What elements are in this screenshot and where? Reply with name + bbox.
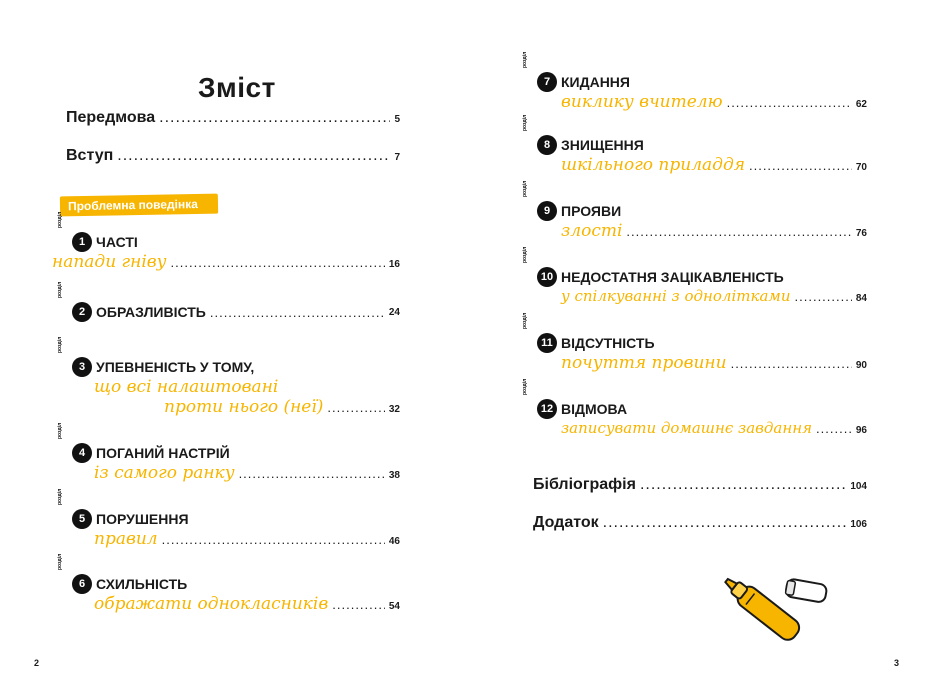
leader-dots bbox=[117, 147, 390, 165]
toc-chapter-1[interactable] bbox=[52, 211, 400, 272]
chapter-title: ВІДСУТНІСТЬ bbox=[561, 335, 655, 351]
entry-page: 7 bbox=[394, 152, 400, 163]
chapter-title: СХИЛЬНІСТЬ bbox=[96, 576, 188, 592]
entry-page: 90 bbox=[855, 360, 867, 371]
entry-page: 24 bbox=[388, 306, 400, 318]
leader-dots bbox=[159, 109, 390, 127]
chapter-title: ЗНИЩЕННЯ bbox=[561, 137, 644, 153]
entry-page: 5 bbox=[394, 114, 400, 125]
chapter-subtitle: проти нього (неї) bbox=[164, 397, 324, 417]
chapter-subtitle: правил bbox=[94, 529, 158, 549]
entry-label: Вступ bbox=[66, 147, 114, 164]
entry-page: 76 bbox=[855, 228, 867, 239]
entry-page: 62 bbox=[855, 99, 867, 110]
chapter-subtitle: шкільного приладдя bbox=[561, 155, 745, 175]
entry-page: 46 bbox=[388, 536, 400, 547]
chapter-title: ЧАСТІ bbox=[96, 234, 138, 250]
chapter-title: ОБРАЗЛИВІСТЬ bbox=[96, 304, 206, 320]
entry-page: 16 bbox=[388, 259, 400, 270]
chapter-title: УПЕВНЕНІСТЬ У ТОМУ, bbox=[96, 359, 255, 375]
chapter-title: КИДАННЯ bbox=[561, 74, 630, 90]
chapter-title: ПОГАНИЙ НАСТРІЙ bbox=[96, 445, 230, 461]
chapter-subtitle: напади гніву bbox=[52, 252, 167, 272]
entry-page: 32 bbox=[388, 404, 400, 415]
chapter-number-badge: розділ 11 bbox=[537, 333, 557, 353]
entry-page: 70 bbox=[855, 162, 867, 173]
chapter-number-badge: розділ 1 bbox=[72, 232, 92, 252]
leader-dots bbox=[603, 514, 847, 532]
chapter-subtitle: злості bbox=[561, 221, 623, 241]
entry-page: 104 bbox=[850, 481, 867, 492]
toc-entry-appendix[interactable] bbox=[533, 514, 867, 532]
page-number-left: 2 bbox=[34, 658, 40, 668]
chapter-number-badge: розділ 8 bbox=[537, 135, 557, 155]
chapter-title: ВІДМОВА bbox=[561, 401, 628, 417]
chapter-number-badge: розділ 10 bbox=[537, 267, 557, 287]
toc-chapter-2[interactable] bbox=[57, 281, 400, 322]
toc-chapter-5[interactable] bbox=[57, 488, 400, 549]
entry-page: 38 bbox=[388, 470, 400, 481]
entry-page: 84 bbox=[855, 293, 867, 304]
leader-dots bbox=[640, 476, 846, 494]
entry-label: Передмова bbox=[66, 109, 156, 126]
chapter-number-badge: розділ 3 bbox=[72, 357, 92, 377]
chapter-title: НЕДОСТАТНЯ ЗАЦІКАВЛЕНІСТЬ bbox=[561, 269, 784, 285]
chapter-title: ПРОЯВИ bbox=[561, 203, 622, 219]
page-title: Зміст bbox=[198, 72, 276, 103]
section-label: Проблемна поведінка bbox=[60, 194, 218, 217]
toc-entry-bibliography[interactable] bbox=[533, 476, 867, 494]
chapter-number-badge: розділ 9 bbox=[537, 201, 557, 221]
toc-entry-intro[interactable] bbox=[66, 147, 400, 165]
chapter-number-badge: розділ 6 bbox=[72, 574, 92, 594]
toc-chapter-12[interactable] bbox=[522, 378, 867, 437]
highlighter-marker-icon bbox=[718, 572, 838, 677]
chapter-subtitle: почуття провини bbox=[561, 353, 727, 373]
chapter-subtitle: що всі налаштовані bbox=[94, 377, 279, 397]
entry-page: 96 bbox=[855, 425, 867, 436]
chapter-subtitle: ображати однокласників bbox=[94, 594, 329, 614]
toc-chapter-8[interactable] bbox=[522, 114, 867, 175]
entry-page: 54 bbox=[388, 601, 400, 612]
toc-chapter-7[interactable] bbox=[522, 51, 867, 112]
chapter-subtitle: виклику вчителю bbox=[561, 92, 723, 112]
page-number-right: 3 bbox=[894, 658, 900, 668]
entry-page: 106 bbox=[850, 519, 867, 530]
entry-label: Бібліографія bbox=[533, 476, 636, 493]
chapter-number-badge: розділ 4 bbox=[72, 443, 92, 463]
entry-label: Додаток bbox=[533, 514, 599, 531]
toc-entry-foreword[interactable] bbox=[66, 109, 400, 127]
toc-chapter-10[interactable] bbox=[522, 246, 867, 305]
chapter-number-badge: розділ 2 bbox=[72, 302, 92, 322]
toc-chapter-9[interactable] bbox=[522, 180, 867, 241]
chapter-subtitle: записувати домашнє завдання bbox=[561, 419, 813, 437]
chapter-subtitle: у спілкуванні з однолітками bbox=[561, 287, 791, 305]
chapter-number-badge: розділ 5 bbox=[72, 509, 92, 529]
toc-chapter-4[interactable] bbox=[57, 422, 400, 483]
toc-chapter-6[interactable] bbox=[57, 553, 400, 614]
chapter-subtitle: із самого ранку bbox=[94, 463, 235, 483]
chapter-number-badge: розділ 12 bbox=[537, 399, 557, 419]
chapter-title: ПОРУШЕННЯ bbox=[96, 511, 189, 527]
toc-chapter-3[interactable] bbox=[57, 336, 400, 417]
toc-chapter-11[interactable] bbox=[522, 312, 867, 373]
chapter-number-badge: розділ 7 bbox=[537, 72, 557, 92]
